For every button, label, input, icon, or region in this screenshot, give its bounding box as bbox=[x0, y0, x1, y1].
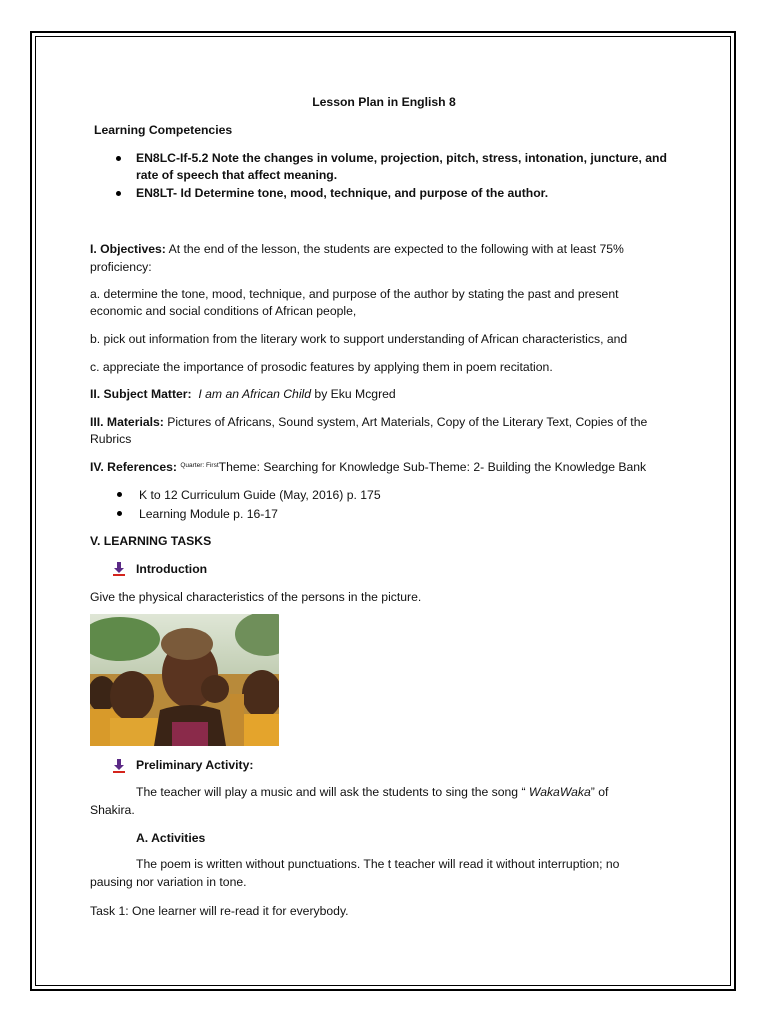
competency-1-line-1: EN8LC-If-5.2 Note the changes in volume, projection, pitch, stress, intonation, juncture, and bbox=[136, 151, 667, 165]
bullet-icon bbox=[117, 492, 122, 497]
subject-matter bbox=[90, 385, 396, 403]
prelim-line-2: Shakira. bbox=[90, 803, 135, 817]
materials-line-2: Rubrics bbox=[90, 432, 132, 446]
preliminary-heading: Preliminary Activity: bbox=[136, 758, 254, 772]
objectives-text: At the end of the lesson, the students are expected to the following with at least 75% bbox=[165, 242, 624, 256]
reference-item-2: Learning Module p. 16-17 bbox=[139, 507, 278, 521]
objective-b: b. pick out information from the literary work to support understanding of African characteristics, and bbox=[90, 332, 628, 346]
competency-2: EN8LT- Id Determine tone, mood, technique, and purpose of the author. bbox=[136, 186, 549, 200]
competency-1-line-2: rate of speech that affect meaning. bbox=[136, 168, 338, 182]
intro-prompt: Give the physical characteristics of the persons in the picture. bbox=[90, 590, 422, 604]
references-line bbox=[90, 458, 646, 476]
objective-a-line-2: economic and social conditions of African people, bbox=[90, 304, 357, 318]
prelim-text-b: ” of bbox=[590, 785, 609, 799]
activities-heading: A. Activities bbox=[136, 831, 206, 845]
objectives-line-1 bbox=[90, 240, 624, 258]
references-text: Theme: Searching for Knowledge Sub-Theme: 2- Building the Knowledge Bank bbox=[218, 460, 647, 474]
subject-title: I am an African Child bbox=[198, 387, 312, 401]
introduction-heading: Introduction bbox=[136, 562, 208, 576]
objective-c: c. appreciate the importance of prosodic features by applying them in poem recitation. bbox=[90, 360, 553, 374]
activities-line-1: The poem is written without punctuations. The t teacher will read it without interruption; no bbox=[136, 857, 620, 871]
activities-line-2: pausing nor variation in tone. bbox=[90, 875, 247, 889]
task-1: Task 1: One learner will re-read it for everybody. bbox=[90, 904, 349, 918]
page-title: Lesson Plan in English 8 bbox=[312, 95, 456, 109]
materials-line-1 bbox=[90, 413, 647, 431]
arrow-bullet-icon bbox=[113, 759, 125, 773]
prelim-text-a: The teacher will play a music and will ask the students to sing the song “ bbox=[136, 785, 529, 799]
materials-label: III. Materials: bbox=[90, 415, 164, 429]
references-quarter: Quarter: First bbox=[180, 462, 219, 469]
bullet-icon bbox=[116, 156, 121, 161]
subject-author: by Eku Mcgred bbox=[311, 387, 396, 401]
bullet-icon bbox=[116, 191, 121, 196]
bullet-icon bbox=[117, 511, 122, 516]
objectives-line-2: proficiency: bbox=[90, 260, 152, 274]
subject-label: II. Subject Matter: bbox=[90, 387, 192, 401]
african-children-photo bbox=[90, 614, 279, 746]
arrow-bullet-icon bbox=[113, 562, 125, 576]
objective-a-line-1: a. determine the tone, mood, technique, and purpose of the author by stating the past and present bbox=[90, 287, 619, 301]
prelim-song: WakaWaka bbox=[528, 785, 591, 799]
prelim-line-1 bbox=[136, 783, 608, 801]
learning-tasks-heading: V. LEARNING TASKS bbox=[90, 534, 212, 548]
references-label: IV. References: bbox=[90, 460, 177, 474]
competencies-heading: Learning Competencies bbox=[94, 123, 233, 137]
objectives-label: I. Objectives: bbox=[90, 242, 166, 256]
reference-item-1: K to 12 Curriculum Guide (May, 2016) p. 175 bbox=[139, 488, 381, 502]
materials-text: Pictures of Africans, Sound system, Art Materials, Copy of the Literary Text, Copies of the bbox=[163, 415, 648, 429]
